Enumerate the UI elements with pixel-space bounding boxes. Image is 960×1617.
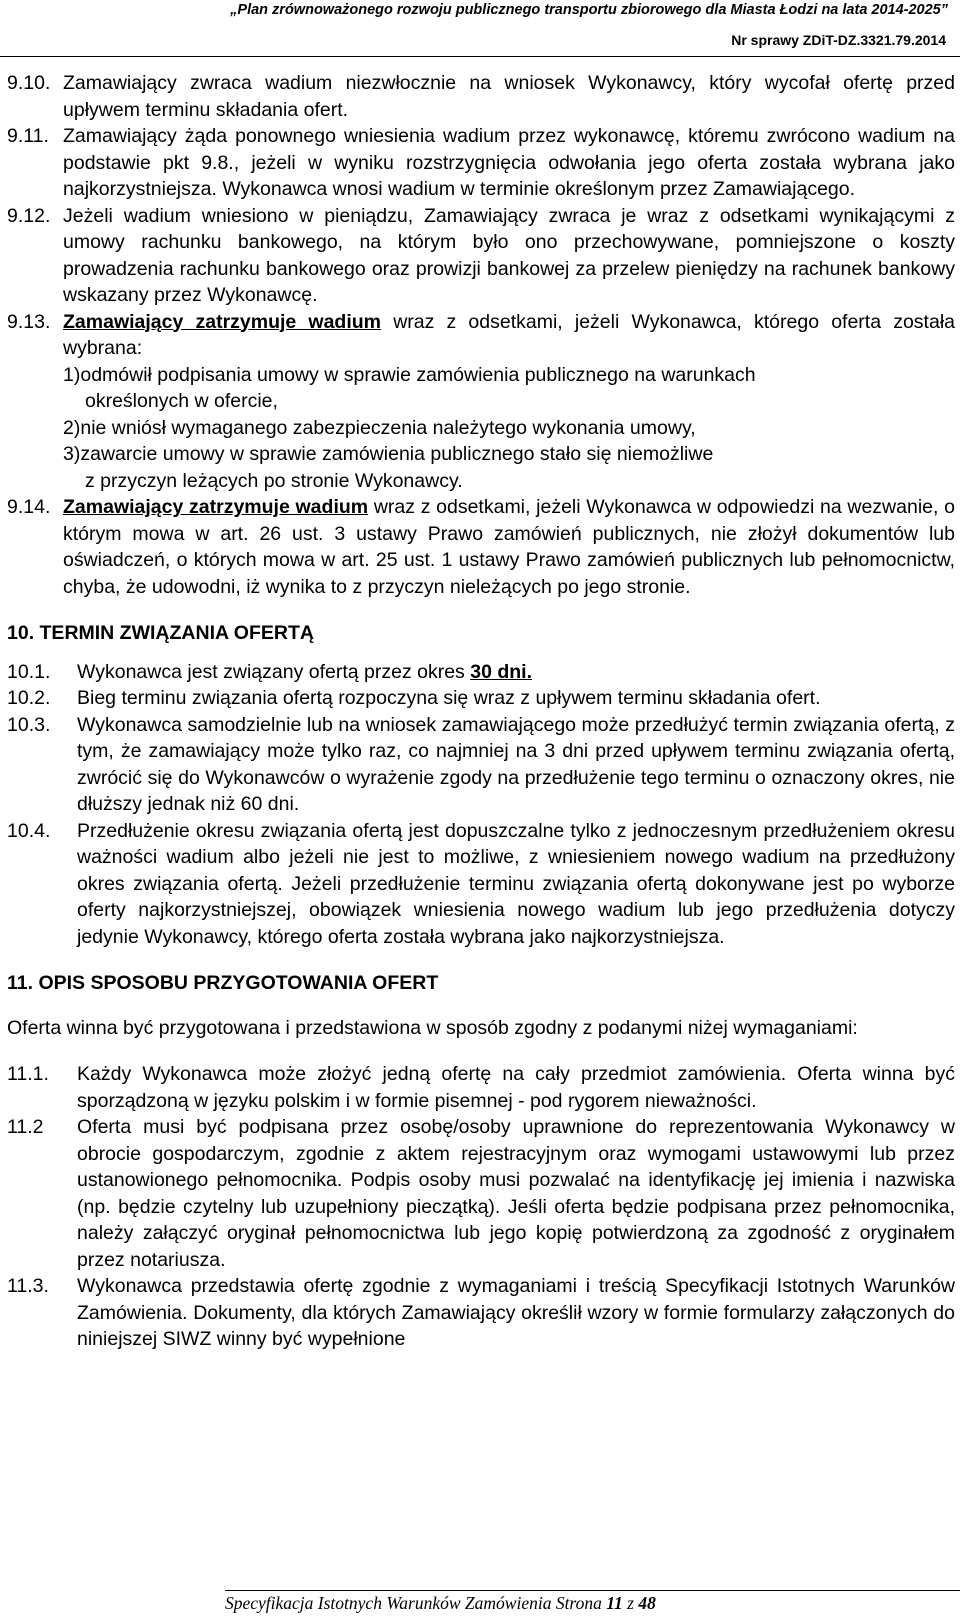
- list-text: nie wniósł wymaganego zabezpieczenia należytego wykonania umowy,: [80, 416, 696, 439]
- paragraph-text: Oferta musi być podpisana przez osobę/osoby uprawnione do reprezentowania Wykonawcy w obrocie gospodarczym, zgodnie z aktem rejestracyjnym oraz wymogami ustawowymi lub przez ustanowionego pełnomocnika. Podpis osoby musi pozwalać na identyfikację jej imienia i nazwiska (np. będzie czytelny lub uzupełniony pieczątką). Jeśli oferta będzie podpisana przez pełnomocnika, należy załączyć oryginał pełnomocnictwa lub jego kopię potwierdzoną za zgodność z oryginałem przez notariusza.: [77, 1116, 955, 1271]
- paragraph-number: 11.2: [7, 1116, 44, 1138]
- paragraph-text: Bieg terminu związania ofertą rozpoczyna się wraz z upływem terminu składania ofert.: [77, 687, 821, 709]
- paragraph-number: 10.3.: [7, 713, 51, 736]
- paragraph-number: 9.13.: [7, 310, 51, 333]
- list-number: 1): [63, 363, 81, 386]
- section-intro: Oferta winna być przygotowana i przedstawiona w sposób zgodny z podanymi niżej wymaganiami:: [7, 1016, 858, 1039]
- paragraph-text: [63, 309, 955, 362]
- paragraph-number: 11.1.: [7, 1063, 49, 1085]
- paragraph-text: Przedłużenie okresu związania ofertą jest dopuszczalne tylko z jednoczesnym przedłużeniem okresu ważności wadium albo jeżeli nie jest to możliwe, z wniesieniem nowego wadium na przedłużony okres związania ofertą. Jeżeli przedłużenie terminu związania ofertą dokonywane jest po wyborze oferty najkorzystniejszej, obowiązek wniesienia nowego wadium lub jego przedłużenia dotyczy jedynie Wykonawcy, którego oferta została wybrana jako najkorzystniejsza.: [77, 819, 955, 948]
- footer-label: Specyfikacja Istotnych Warunków Zamówienia Strona: [225, 1593, 607, 1613]
- paragraph-10-2: [7, 685, 955, 712]
- header-divider: [0, 56, 960, 57]
- emphasis-text: Zamawiający zatrzymuje wadium: [63, 310, 382, 333]
- document-body: [7, 70, 955, 1353]
- footer-of: z: [622, 1593, 639, 1613]
- paragraph-11-2: [7, 1114, 955, 1273]
- paragraph-9-14: [7, 494, 955, 600]
- case-number: Nr sprawy ZDiT-DZ.3321.79.2014: [731, 32, 946, 48]
- list-text: określonych w ofercie,: [85, 390, 278, 412]
- paragraph-9-13: [7, 309, 955, 362]
- list-text: zawarcie umowy w sprawie zamówienia publicznego stało się niemożliwe: [80, 443, 714, 465]
- paragraph-number: 10.4.: [7, 819, 51, 842]
- section-heading-11: 11. OPIS SPOSOBU PRZYGOTOWANIA OFERT: [7, 972, 439, 994]
- list-number: 2): [63, 416, 81, 439]
- footer-divider: [225, 1590, 960, 1591]
- paragraph-text: Każdy Wykonawca może złożyć jedną ofertę na cały przedmiot zamówienia. Oferta winna być sporządzoną w języku polskim i w formie pisemnej - pod rygorem nieważności.: [77, 1063, 955, 1112]
- paragraph-number: 9.10.: [7, 72, 51, 94]
- paragraph-9-10: [7, 70, 955, 123]
- paragraph-text-main: Wykonawca jest związany ofertą przez okres: [77, 660, 471, 683]
- paragraph-number: 10.1.: [7, 660, 51, 683]
- list-item: [7, 362, 955, 389]
- paragraph-text: [63, 494, 955, 600]
- paragraph-9-12: [7, 203, 955, 309]
- list-text: odmówił podpisania umowy w sprawie zamówienia publicznego na warunkach: [80, 363, 756, 386]
- paragraph-number: 10.2.: [7, 687, 51, 709]
- paragraph-10-1: [7, 659, 955, 686]
- paragraph-text-rest: wraz z odsetkami, jeżeli Wykonawca w odpowiedzi na wezwanie, o którym mowa w art. 26 ust. 3 ustawy Prawo zamówień publicznych, nie złożył dokumentów lub oświadczeń, o których mowa w art. 25 ust. 1 ustawy Prawo zamówień publicznych lub pełnomocnictw, chyba, że udowodni, iż wynika to z przyczyn nieleżących po jego stronie.: [63, 496, 955, 598]
- paragraph-number: 11.3.: [7, 1275, 49, 1297]
- list-item-continuation: [7, 468, 955, 495]
- paragraph-text: [77, 659, 955, 686]
- emphasis-text: Zamawiający zatrzymuje wadium: [63, 496, 369, 518]
- paragraph-number: 9.11.: [7, 125, 49, 147]
- paragraph-number: 9.12.: [7, 204, 51, 227]
- paragraph-11-3: [7, 1273, 955, 1353]
- paragraph-text: Wykonawca samodzielnie lub na wniosek zamawiającego może przedłużyć termin związania ofertą, z tym, że zamawiający może tylko raz, co najmniej na 3 dni przed upływem terminu związania ofertą, zwrócić się do Wykonawców o wyrażenie zgody na przedłużenie tego terminu o oznaczony okres, nie dłuższy jednak niż 60 dni.: [77, 713, 955, 815]
- section-heading-10: 10. TERMIN ZWIĄZANIA OFERTĄ: [7, 622, 314, 644]
- page-footer: [225, 1593, 656, 1614]
- paragraph-text: Wykonawca przedstawia ofertę zgodnie z wymaganiami i treścią Specyfikacji Istotnych Warunków Zamówienia. Dokumenty, dla których Zamawiający określił wzory w formie formularzy załączonych do niniejszej SIWZ winny być wypełnione: [77, 1275, 955, 1350]
- paragraph-11-1: [7, 1061, 955, 1114]
- paragraph-9-11: [7, 123, 955, 203]
- list-number: 3): [63, 443, 81, 465]
- list-item: [7, 441, 955, 468]
- page-number: 11: [606, 1593, 623, 1613]
- paragraph-text: Jeżeli wadium wniesiono w pieniądzu, Zamawiający zwraca je wraz z odsetkami wynikającymi z umowy rachunku bankowego, na którym było ono przechowywane, pomniejszone o koszty prowadzenia rachunku bankowego oraz prowizji bankowej za przelew pieniędzy na rachunek bankowy wskazany przez Wykonawcę.: [63, 204, 955, 306]
- list-text: z przyczyn leżących po stronie Wykonawcy.: [85, 469, 463, 492]
- page-total: 48: [638, 1593, 656, 1613]
- paragraph-10-3: [7, 712, 955, 818]
- emphasis-text: 30 dni.: [470, 660, 533, 683]
- paragraph-number: 9.14.: [7, 496, 51, 518]
- paragraph-text: Zamawiający zwraca wadium niezwłocznie na wniosek Wykonawcy, który wycofał ofertę przed upływem terminu składania ofert.: [63, 72, 955, 121]
- paragraph-text-rest: wraz z odsetkami, jeżeli Wykonawca, którego oferta została wybrana:: [63, 310, 956, 359]
- paragraph-text: Zamawiający żąda ponownego wniesienia wadium przez wykonawcę, któremu zwrócono wadium na podstawie pkt 9.8., jeżeli w wyniku rozstrzygnięcia odwołania jego oferta została wybrana jako najkorzystniejsza. Wykonawca wnosi wadium w terminie określonym przez Zamawiającego.: [63, 125, 955, 200]
- paragraph-10-4: [7, 818, 955, 951]
- list-item-continuation: [7, 388, 955, 415]
- document-header-title: „Plan zrównoważonego rozwoju publicznego transportu zbiorowego dla Miasta Łodzi na lata 2014-2025”: [230, 2, 948, 18]
- list-item: [7, 415, 955, 442]
